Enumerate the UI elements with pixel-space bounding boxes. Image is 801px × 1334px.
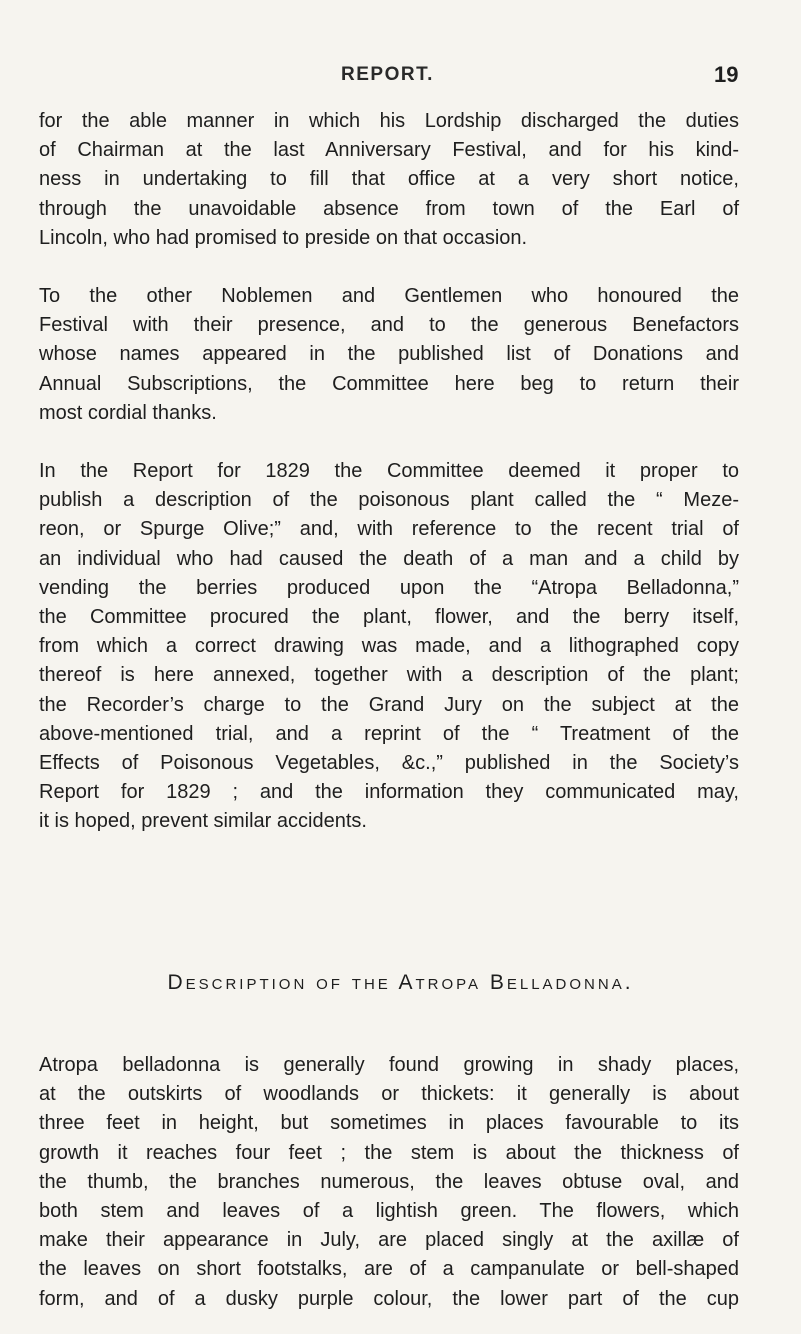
text-line: Effects of Poisonous Vegetables, &c.,” published in the Society’s (39, 752, 739, 775)
text-line: make their appearance in July, are placed singly at the axillæ of (39, 1229, 739, 1252)
paragraph-thanks-benefactors (39, 282, 739, 428)
text-line: reon, or Spurge Olive;” and, with reference to the recent trial of (39, 518, 739, 541)
page-number: 19 (714, 62, 739, 87)
text-line: the Recorder’s charge to the Grand Jury on the subject at the (39, 693, 739, 716)
section-heading: Description of the Atropa Belladonna. (167, 971, 634, 994)
text-line: Festival with their presence, and to the generous Benefactors (39, 314, 739, 337)
text-line: To the other Noblemen and Gentlemen who honoured the (39, 285, 739, 308)
running-head: REPORT. (341, 64, 434, 85)
text-line: Annual Subscriptions, the Committee here beg to return their (39, 372, 739, 395)
text-line: Atropa belladonna is generally found growing in shady places, (39, 1054, 739, 1076)
text-line: both stem and leaves of a lightish green. The flowers, which (39, 1200, 739, 1223)
text-line: ness in undertaking to fill that office at a very short notice, (39, 168, 739, 191)
text-line: growth it reaches four feet ; the stem is about the thickness of (39, 1141, 739, 1164)
text-line: above-mentioned trial, and a reprint of the “ Treatment of the (39, 722, 739, 745)
text-line: Report for 1829 ; and the information they communicated may, (39, 781, 739, 804)
paragraph-thanks-chairman (39, 107, 739, 253)
paragraph-description (39, 1051, 739, 1314)
text-line: of Chairman at the last Anniversary Festival, and for his kind- (39, 139, 739, 162)
text-line: thereof is here annexed, together with a description of the plant; (39, 664, 739, 687)
text-line: whose names appeared in the published list of Donations and (39, 343, 739, 366)
text-line: the leaves on short footstalks, are of a campanulate or bell-shaped (39, 1258, 739, 1281)
paragraph-report-1829 (39, 457, 739, 837)
text-line: form, and of a dusky purple colour, the lower part of the cup (39, 1287, 739, 1310)
text-line: at the outskirts of woodlands or thickets: it generally is about (39, 1083, 739, 1106)
text-line: three feet in height, but sometimes in places favourable to its (39, 1112, 739, 1135)
text-line: the Committee procured the plant, flower, and the berry itself, (39, 606, 739, 629)
text-line: an individual who had caused the death of a man and a child by (39, 547, 739, 570)
text-line: for the able manner in which his Lordship discharged the duties (39, 110, 739, 132)
page-header (0, 64, 801, 94)
paragraph-spacer (39, 428, 739, 457)
text-line: it is hoped, prevent similar accidents. (39, 810, 367, 833)
report-body (39, 107, 739, 837)
description-body (39, 1031, 739, 1334)
text-line: the thumb, the branches numerous, the leaves obtuse oval, and (39, 1170, 739, 1193)
paragraph-spacer (39, 253, 739, 282)
text-line: publish a description of the poisonous plant called the “ Meze- (39, 489, 739, 512)
text-line: most cordial thanks. (39, 401, 217, 424)
text-line: from which a correct drawing was made, and a lithographed copy (39, 635, 739, 658)
text-line: In the Report for 1829 the Committee deemed it proper to (39, 460, 739, 483)
text-line: through the unavoidable absence from town of the Earl of (39, 197, 739, 220)
text-line: Lincoln, who had promised to preside on that occasion. (39, 226, 528, 249)
text-line: vending the berries produced upon the “Atropa Belladonna,” (39, 576, 739, 599)
